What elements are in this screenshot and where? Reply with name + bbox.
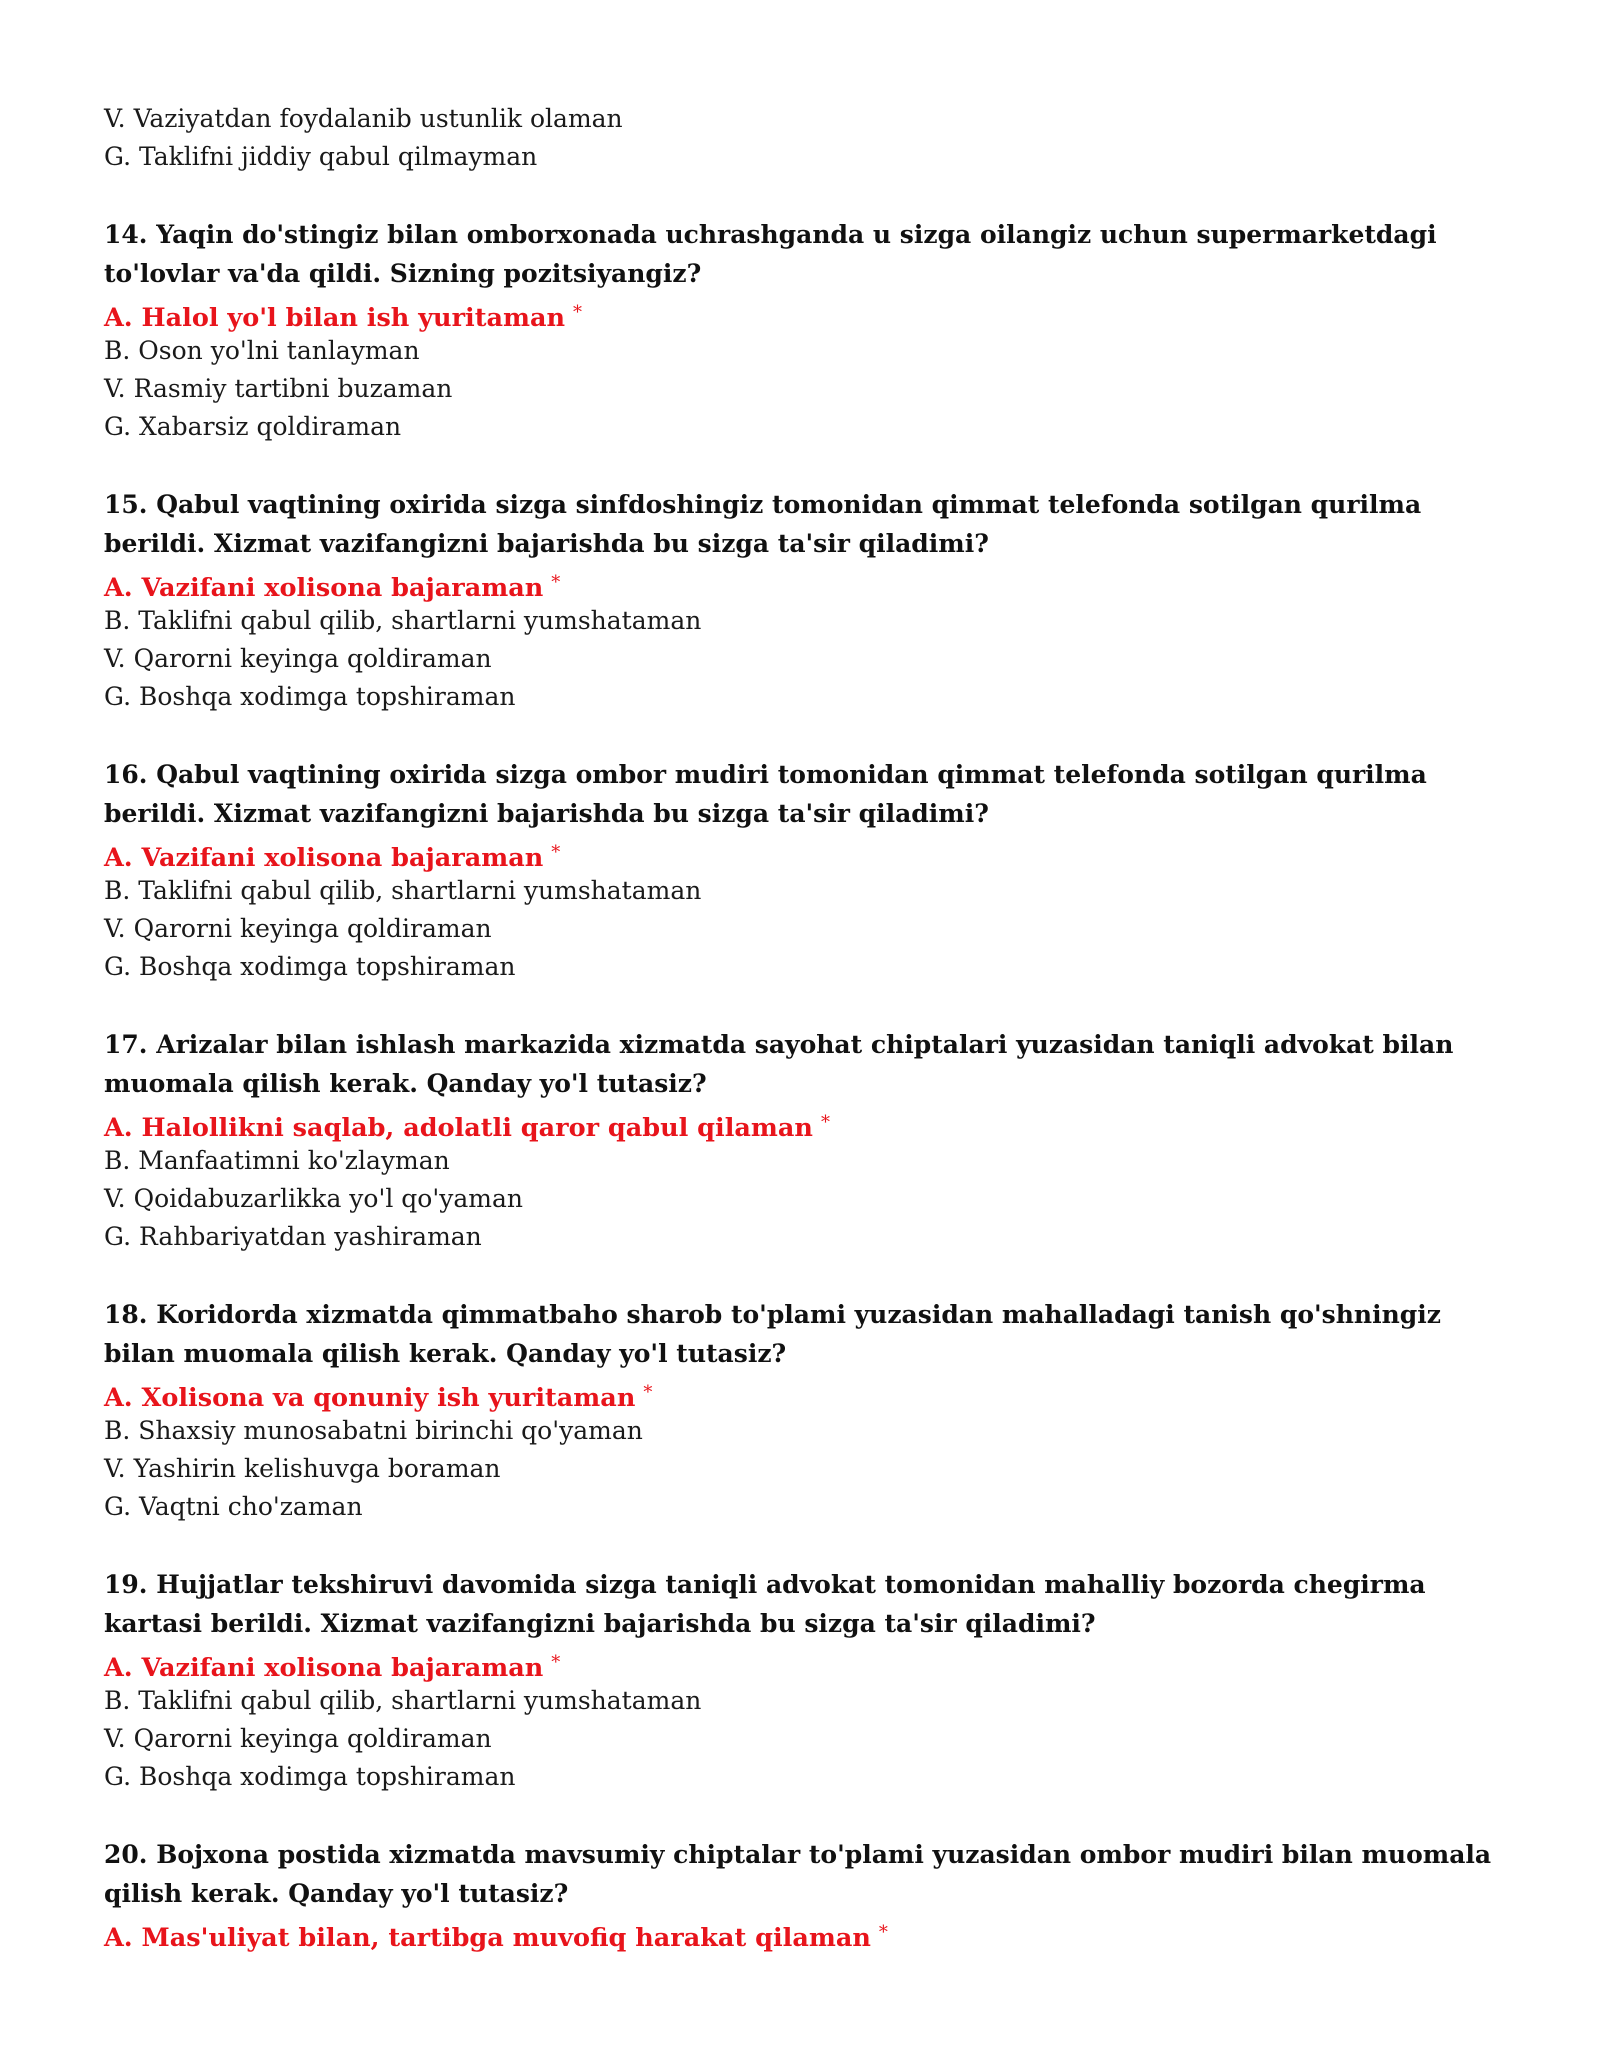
question-block <box>104 216 1504 446</box>
option-line: V. Qarorni keyinga qoldiraman <box>104 1724 492 1753</box>
correct-answer <box>104 1643 1504 1682</box>
question-block <box>104 486 1504 716</box>
correct-answer <box>104 1103 1504 1142</box>
correct-answer <box>104 833 1504 872</box>
correct-marker: * <box>551 842 561 863</box>
option-line: V. Qarorni keyinga qoldiraman <box>104 644 492 673</box>
correct-answer-text: A. Vazifani xolisona bajaraman <box>104 573 544 603</box>
question-text: 18. Koridorda xizmatda qimmatbaho sharob to'plami yuzasidan mahalladagi tanish qo'shningiz bilan muomala qilish kerak. Qanday yo'l tutasiz? <box>104 1300 1441 1368</box>
option-line: G. Vaqtni cho'zaman <box>104 1492 363 1521</box>
option-line: B. Taklifni qabul qilib, shartlarni yumshataman <box>104 876 702 905</box>
question-block <box>104 1026 1504 1256</box>
question-text: 15. Qabul vaqtining oxirida sizga sinfdoshingiz tomonidan qimmat telefonda sotilgan qurilma berildi. Xizmat vazifangizni bajarishda bu sizga ta'sir qiladimi? <box>104 490 1422 558</box>
option-line: G. Boshqa xodimga topshiraman <box>104 682 516 711</box>
question-block <box>104 1836 1504 1952</box>
correct-answer-text: A. Halol yo'l bilan ish yuritaman <box>104 303 566 333</box>
option-line: G. Boshqa xodimga topshiraman <box>104 1762 516 1791</box>
correct-answer-text: A. Halollikni saqlab, adolatli qaror qabul qilaman <box>104 1113 813 1143</box>
correct-marker: * <box>573 302 583 323</box>
option-line: G. Boshqa xodimga topshiraman <box>104 952 516 981</box>
quiz-page <box>104 100 1504 1952</box>
correct-marker: * <box>878 1922 888 1943</box>
option-line: G. Xabarsiz qoldiraman <box>104 412 402 441</box>
option-line: G. Taklifni jiddiy qabul qilmayman <box>104 142 538 171</box>
correct-answer <box>104 1913 1504 1952</box>
correct-marker: * <box>551 1652 561 1673</box>
correct-answer <box>104 563 1504 602</box>
question-block <box>104 1296 1504 1526</box>
correct-marker: * <box>820 1112 830 1133</box>
correct-marker: * <box>551 572 561 593</box>
option-line: V. Vaziyatdan foydalanib ustunlik olaman <box>104 104 623 133</box>
option-line: B. Shaxsiy munosabatni birinchi qo'yaman <box>104 1416 643 1445</box>
question-text: 17. Arizalar bilan ishlash markazida xizmatda sayohat chiptalari yuzasidan taniqli advokat bilan muomala qilish kerak. Qanday yo'l tutasiz? <box>104 1030 1454 1098</box>
option-line: V. Rasmiy tartibni buzaman <box>104 374 453 403</box>
question-text: 19. Hujjatlar tekshiruvi davomida sizga taniqli advokat tomonidan mahalliy bozorda chegirma kartasi berildi. Xizmat vazifangizni bajarishda bu sizga ta'sir qiladimi? <box>104 1570 1426 1638</box>
correct-marker: * <box>643 1382 653 1403</box>
option-line: B. Manfaatimni ko'zlayman <box>104 1146 450 1175</box>
option-line: B. Taklifni qabul qilib, shartlarni yumshataman <box>104 1686 702 1715</box>
correct-answer-text: A. Vazifani xolisona bajaraman <box>104 1653 544 1683</box>
option-line: G. Rahbariyatdan yashiraman <box>104 1222 482 1251</box>
option-line: B. Oson yo'lni tanlayman <box>104 336 420 365</box>
question-text: 14. Yaqin do'stingiz bilan omborxonada uchrashganda u sizga oilangiz uchun supermarketdagi to'lovlar va'da qildi. Sizning pozitsiyangiz? <box>104 220 1437 288</box>
option-line: V. Yashirin kelishuvga boraman <box>104 1454 501 1483</box>
correct-answer-text: A. Xolisona va qonuniy ish yuritaman <box>104 1383 636 1413</box>
question-block <box>104 1566 1504 1796</box>
correct-answer <box>104 1373 1504 1412</box>
option-line: V. Qarorni keyinga qoldiraman <box>104 914 492 943</box>
question-text: 20. Bojxona postida xizmatda mavsumiy chiptalar to'plami yuzasidan ombor mudiri bilan muomala qilish kerak. Qanday yo'l tutasiz? <box>104 1840 1492 1908</box>
correct-answer-text: A. Vazifani xolisona bajaraman <box>104 843 544 873</box>
option-line: B. Taklifni qabul qilib, shartlarni yumshataman <box>104 606 702 635</box>
question-text: 16. Qabul vaqtining oxirida sizga ombor mudiri tomonidan qimmat telefonda sotilgan qurilma berildi. Xizmat vazifangizni bajarishda bu sizga ta'sir qiladimi? <box>104 760 1427 828</box>
correct-answer-text: A. Mas'uliyat bilan, tartibga muvofiq harakat qilaman <box>104 1923 871 1953</box>
correct-answer <box>104 293 1504 332</box>
question-block <box>104 756 1504 986</box>
option-line: V. Qoidabuzarlikka yo'l qo'yaman <box>104 1184 523 1213</box>
